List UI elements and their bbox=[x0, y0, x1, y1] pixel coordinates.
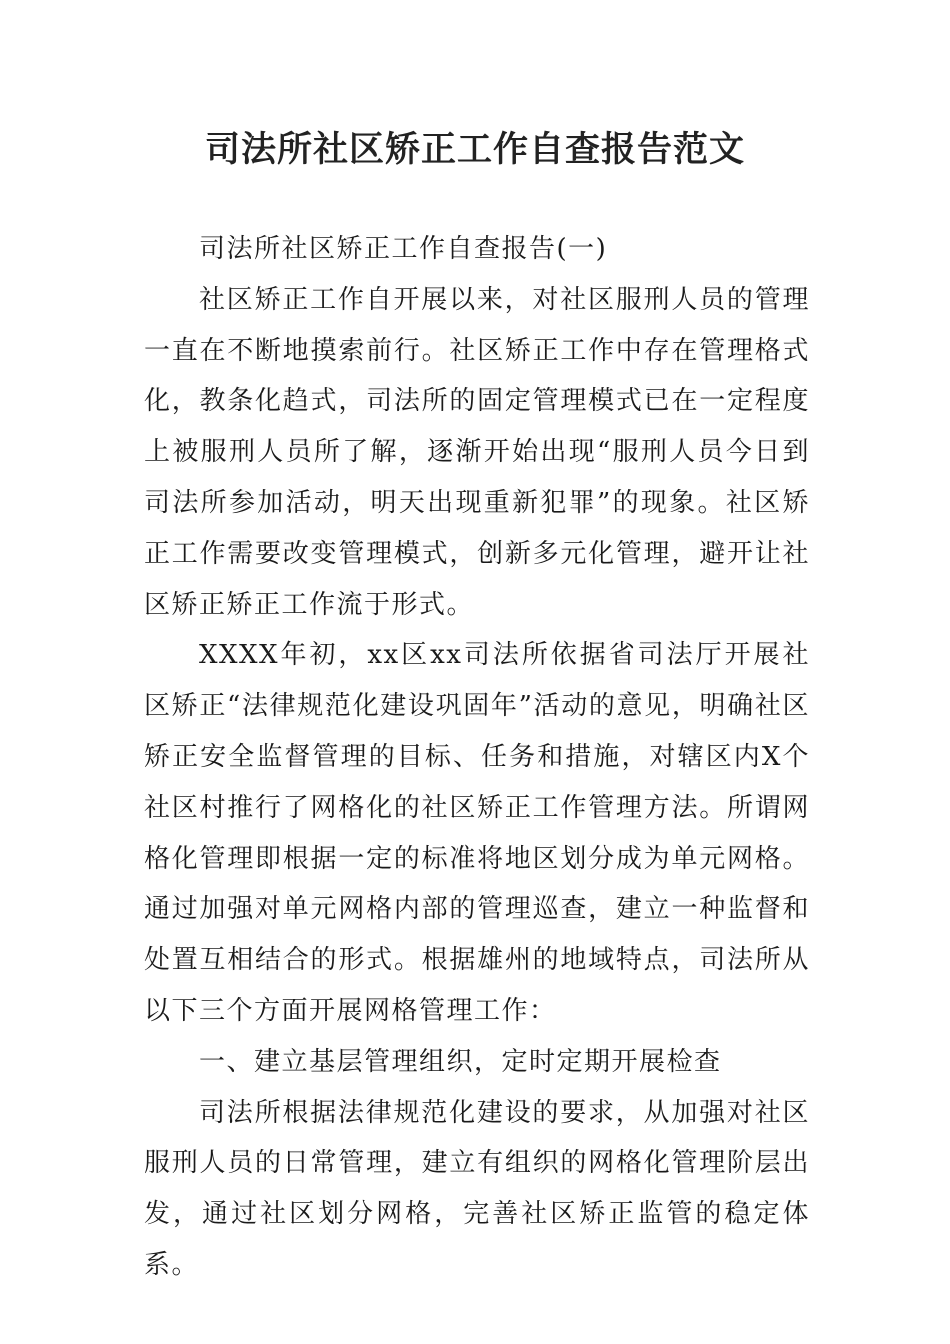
paragraph: 司法所根据法律规范化建设的要求，从加强对社区服刑人员的日常管理，建立有组织的网格化管理阶层出发，通过社区划分网格，完善社区矫正监管的稳定体系。 bbox=[144, 1097, 810, 1280]
document-title: 司法所社区矫正工作自查报告范文 bbox=[204, 130, 745, 170]
subsection-heading: 一、建立基层管理组织，定时定期开展检查 bbox=[199, 1046, 722, 1077]
paragraph: 社区矫正工作自开展以来，对社区服刑人员的管理一直在不断地摸索前行。社区矫正工作中存在管理格式化，教条化趋式，司法所的固定管理模式已在一定程度上被服刑人员所了解，逐渐开始出现“服刑人员今日到司法所参加活动，明天出现重新犯罪”的现象。社区矫正工作需要改变管理模式，创新多元化管理，避开让社区矫正矫正工作流于形式。 bbox=[144, 284, 810, 620]
section-heading: 司法所社区矫正工作自查报告(一) bbox=[199, 234, 608, 264]
document-body bbox=[144, 224, 810, 1291]
paragraph: XXXX年初，xx区xx司法所依据省司法厅开展社区矫正“法律规范化建设巩固年”活动的意见，明确社区矫正安全监督管理的目标、任务和措施，对辖区内X个社区村推行了网格化的社区矫正工作管理方法。所谓网格化管理即根据一定的标准将地区划分成为单元网格。通过加强对单元网格内部的管理巡查，建立一种监督和处置互相结合的形式。根据雄州的地域特点，司法所从以下三个方面开展网格管理工作： bbox=[144, 640, 810, 1026]
